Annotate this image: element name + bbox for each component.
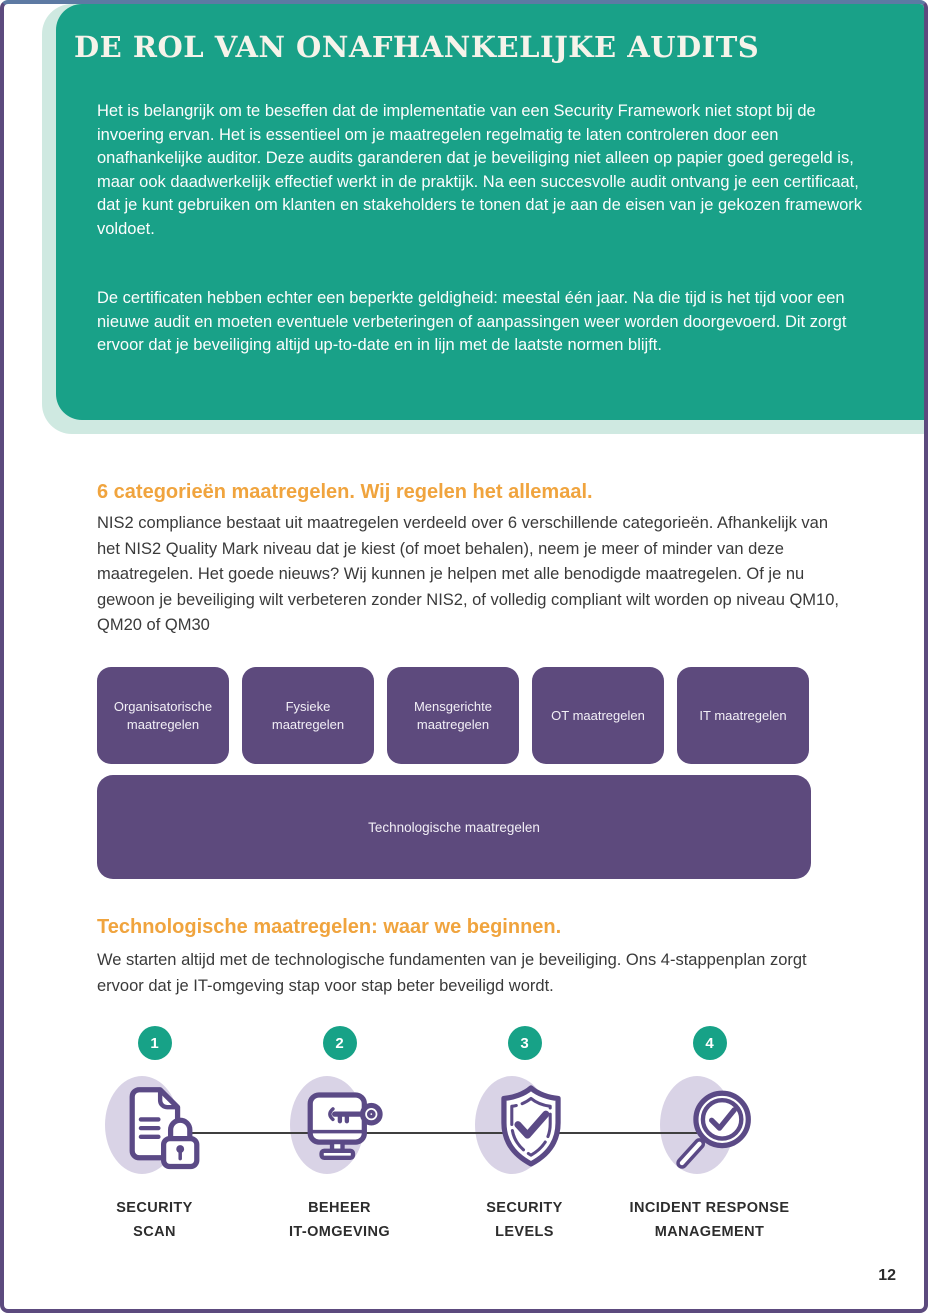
step-3-number-badge: 3: [508, 1026, 542, 1060]
step-2-label: BEHEER IT-OMGEVING: [288, 1200, 391, 1240]
step-1-label: SECURITY SCAN: [116, 1200, 193, 1240]
category-box-organisatorisch: Organisatorische maatregelen: [97, 667, 229, 764]
hero-paragraph-2: De certificaten hebben echter een beperkte geldigheid: meestal één jaar. Na die tijd is het tijd voor een nieuwe audit en moeten eventuele verbeteringen of aanpassingen weer worden doorgevoerd. Dit zorgt ervoor dat je beveiliging altijd up-to-date en in lijn met de laatste normen blijft.: [97, 289, 847, 354]
step-4-number-badge: 4: [693, 1026, 727, 1060]
magnifier-check-icon: [668, 1080, 764, 1178]
shield-check-icon: [483, 1080, 579, 1178]
categories-heading: 6 categorieën maatregelen. Wij regelen het allemaal.: [97, 481, 593, 503]
monitor-key-icon: [298, 1080, 394, 1178]
hero-card: [56, 4, 924, 420]
category-box-fysiek: Fysieke maatregelen: [242, 667, 374, 764]
categories-paragraph: NIS2 compliance bestaat uit maatregelen verdeeld over 6 verschillende categorieën. Afhankelijk van het NIS2 Quality Mark niveau dat je kiest (of moet behalen), neem je meer of minder van deze maatregelen. Het goede nieuws? Wij kunnen je helpen met alle benodigde maatregelen. Of je nu gewoon je beveiliging wilt verbeteren zonder NIS2, of volledig compliant wilt worden op niveau QM10, QM20 of QM30: [97, 514, 839, 634]
steps-connector-line: [154, 1132, 709, 1134]
document-lock-icon: [113, 1080, 209, 1178]
category-box-technologisch: Technologische maatregelen: [97, 775, 811, 879]
step-3-label: SECURITY LEVELS: [486, 1200, 563, 1240]
page-number: 12: [878, 1267, 896, 1284]
step-2-number-badge: 2: [323, 1026, 357, 1060]
page-title: DE ROL VAN ONAFHANKELIJKE AUDITS: [74, 30, 760, 64]
step-1-number-badge: 1: [138, 1026, 172, 1060]
category-box-it: IT maatregelen: [677, 667, 809, 764]
step-1: [62, 1026, 247, 1244]
tech-heading: Technologische maatregelen: waar we beginnen.: [97, 916, 562, 938]
category-box-ot: OT maatregelen: [532, 667, 664, 764]
step-2: [247, 1026, 432, 1244]
category-box-row: [97, 667, 809, 764]
step-3: [432, 1026, 617, 1244]
hero-paragraph-1: Het is belangrijk om te beseffen dat de implementatie van een Security Framework niet stopt bij de invoering ervan. Het is essentieel om je maatregelen regelmatig te laten controleren door een onafhankelijke auditor. Deze audits garanderen dat je beveiliging niet alleen op papier goed geregeld is, maar ook daadwerkelijk effectief werkt in de praktijk. Na een succesvolle audit ontvang je een certificaat, dat je kunt gebruiken om klanten en stakeholders te tonen dat je aan de eisen van je gekozen framework voldoet.: [97, 102, 862, 238]
step-4-label: INCIDENT RESPONSE MANAGEMENT: [629, 1200, 790, 1240]
steps-diagram: [62, 1026, 802, 1241]
category-box-mensgericht: Mensgerichte maatregelen: [387, 667, 519, 764]
tech-paragraph: We starten altijd met de technologische fundamenten van je beveiliging. Ons 4-stappenplan zorgt ervoor dat je IT-omgeving stap voor stap beter beveiligd wordt.: [97, 951, 807, 995]
step-4: [617, 1026, 802, 1244]
